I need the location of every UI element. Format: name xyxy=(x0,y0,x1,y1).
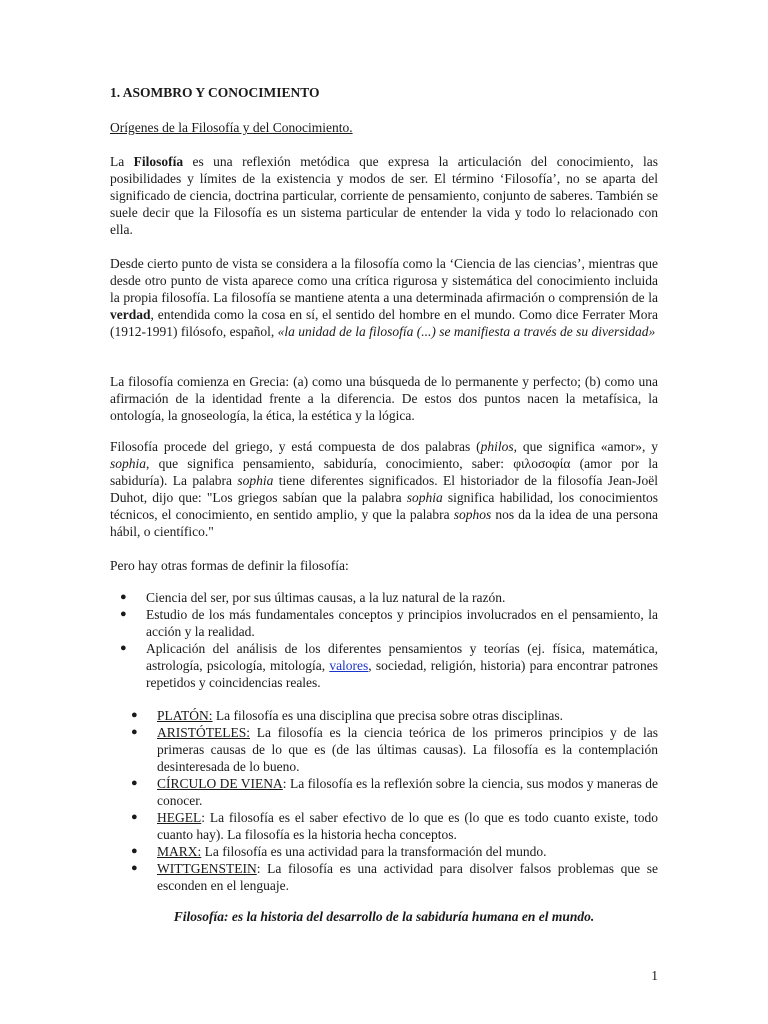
paragraph-etymology xyxy=(110,438,658,540)
italic-term: philos xyxy=(480,439,514,454)
list-item xyxy=(110,707,658,724)
italic-term: sophos xyxy=(453,507,492,522)
bullet-icon: ● xyxy=(131,709,138,721)
quote-text: «la unidad de la filosofía (...) se manifiesta a través de su diversidad» xyxy=(277,324,656,339)
paragraph-text: tiene diferentes significados. El historiador de la filosofía Jean-Joël Duhot, dijo que: "Los griegos sabían que la palabra xyxy=(110,473,658,505)
list-item xyxy=(110,860,658,894)
list-item xyxy=(110,589,658,606)
bullet-icon: ● xyxy=(131,726,138,738)
definitions-list xyxy=(110,589,658,691)
closing-statement: Filosofía: es la historia del desarrollo de la sabiduría humana en el mundo. xyxy=(173,909,595,924)
list-item-text: La filosofía es una actividad para la transformación del mundo. xyxy=(201,844,547,859)
paragraph-text: La xyxy=(110,154,134,169)
bold-term: verdad xyxy=(110,307,151,322)
bold-term: Filosofía xyxy=(133,154,184,169)
list-item-text: Ciencia del ser, por sus últimas causas, a la luz natural de la razón. xyxy=(146,590,506,605)
list-item xyxy=(110,640,658,691)
list-item-text: La filosofía es la ciencia teórica de los primeros principios y de las primeras causas de lo que es (de las últimas causas). La filosofía es la contemplación desinteresada de lo bueno. xyxy=(157,725,658,774)
list-item-text: : La filosofía es una actividad para disolver falsos problemas que se esconden en el lenguaje. xyxy=(157,861,658,893)
list-item-text: : La filosofía es el saber efectivo de lo que es (lo que es todo cuanto existe, todo cuanto hay). La filosofía es la historia hecha conceptos. xyxy=(157,810,658,842)
bullet-icon: ● xyxy=(120,642,127,654)
philosopher-name: CÍRCULO DE VIENA xyxy=(157,776,283,791)
philosopher-name: HEGEL xyxy=(157,810,202,825)
valores-link[interactable]: valores xyxy=(329,658,369,673)
paragraph-text: es una reflexión metódica que expresa la articulación del conocimiento, las posibilidades y límites de la existencia y modos de ser. El término ‘Filosofía’, no se aparta del significado de ciencia, doctrina particular, corriente de pensamiento, conjunto de saberes. También se suele decir que la Filosofía es un sistema particular de entender la vida y todo lo relacionado con ella. xyxy=(110,154,658,237)
page-title: 1. ASOMBRO Y CONOCIMIENTO xyxy=(110,85,320,100)
italic-term: sophia xyxy=(237,473,274,488)
paragraph-greece: La filosofía comienza en Grecia: (a) como una búsqueda de lo permanente y perfecto; (b) como una afirmación de la identidad frente a la diferencia. De estos dos puntos nacen la metafísica, la ontología, la gnoseología, la ética, la estética y la lógica. xyxy=(110,374,658,423)
paragraph-text: , entendida como la cosa en sí, el sentido del hombre en el mundo. Como dice Ferrater Mora (1912-1991) filósofo, español, xyxy=(110,307,658,339)
bullet-icon: ● xyxy=(131,845,138,857)
list-item xyxy=(110,775,658,809)
paragraph-text: Desde cierto punto de vista se considera a la filosofía como la ‘Ciencia de las ciencias’, mientras que desde otro punto de vista aparece como una crítica rigurosa y sistemática del conocimiento incluida la propia filosofía. La filosofía se mantiene atenta a una determinada afirmación o comprensión de la xyxy=(110,256,658,305)
list-item xyxy=(110,809,658,843)
bullet-icon: ● xyxy=(120,591,127,603)
paragraph-text: , que significa «amor», y xyxy=(513,439,658,454)
philosopher-name: PLATÓN: xyxy=(157,708,213,723)
italic-term: sophia xyxy=(110,456,147,471)
list-item xyxy=(110,843,658,860)
list-item-text: , sociedad, religión, historia) para encontrar patrones repetidos y coincidencias reales. xyxy=(146,658,658,690)
philosopher-name: ARISTÓTELES: xyxy=(157,725,250,740)
page-number: 1 xyxy=(651,968,658,983)
paragraph-intro-list: Pero hay otras formas de definir la filosofía: xyxy=(110,558,349,573)
paragraph-text: , que significa pensamiento, sabiduría, conocimiento, saber: φιλοσοφία (amor por la sabiduría). La palabra xyxy=(110,456,658,488)
list-item-text: La filosofía es una disciplina que precisa sobre otras disciplinas. xyxy=(212,708,564,723)
philosophers-list xyxy=(110,707,658,894)
paragraph-text: nos da la idea de una persona hábil, o científico." xyxy=(110,507,658,539)
list-item-text: Estudio de los más fundamentales conceptos y principios involucrados en el pensamiento, la acción y la realidad. xyxy=(146,607,658,639)
philosopher-name: MARX: xyxy=(157,844,202,859)
italic-term: sophia xyxy=(406,490,443,505)
list-item xyxy=(110,606,658,640)
list-item-text: Aplicación del análisis de los diferentes pensamientos y teorías (ej. física, matemática, astrología, psicología, mitología, xyxy=(146,641,658,673)
philosopher-name: WITTGENSTEIN xyxy=(157,861,257,876)
paragraph-text: Filosofía procede del griego, y está compuesta de dos palabras ( xyxy=(110,439,481,454)
bullet-icon: ● xyxy=(131,777,138,789)
paragraph-viewpoints xyxy=(110,255,658,340)
bullet-icon: ● xyxy=(131,811,138,823)
paragraph-text: significa habilidad, los conocimientos técnicos, el conocimiento, en sentido amplio, y que la palabra xyxy=(110,490,658,522)
list-item-text: : La filosofía es la reflexión sobre la ciencia, sus modos y maneras de conocer. xyxy=(157,776,658,808)
bullet-icon: ● xyxy=(131,862,138,874)
list-item xyxy=(110,724,658,775)
section-subheading: Orígenes de la Filosofía y del Conocimiento. xyxy=(110,120,353,135)
paragraph-definition xyxy=(110,153,658,238)
bullet-icon: ● xyxy=(120,608,127,620)
